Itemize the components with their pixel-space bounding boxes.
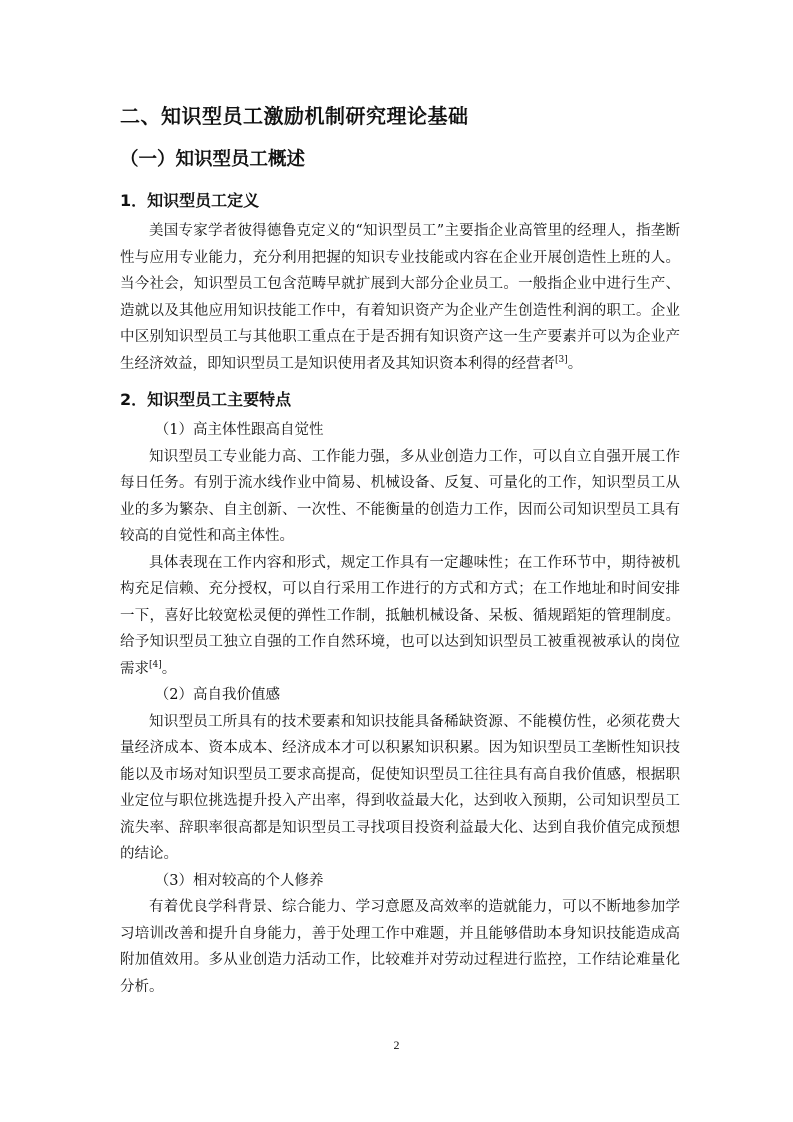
item-heading-1: （1）高主体性跟高自觉性 [154,422,324,438]
paragraph-end: 。 [567,355,583,372]
heading-characteristics: 2．知识型员工主要特点 [120,390,292,409]
section-title: 二、知识型员工激励机制研究理论基础 [120,104,469,128]
paragraph-end: 。 [161,660,177,677]
paragraph-specifics [120,550,680,683]
citation-ref: [3] [555,354,568,365]
paragraph-definition [120,218,680,377]
paragraph-autonomy: 知识型员工专业能力高、工作能力强，多从业创造力工作，可以自立自强开展工作每日任务。有别于流水线作业中简易、机械设备、反复、可量化的工作，知识型员工从业的多为繁杂、自主创新、一次性、不能衡量的创造力工作，因而公司知识型员工具有较高的自觉性和高主体性。 [120,448,680,544]
paragraph-self-value: 知识型员工所具有的技术要素和知识技能具备稀缺资源、不能模仿性，必须花费大量经济成本、资本成本、经济成本才可以积累知识积累。因为知识型员工垄断性知识技能以及市场对知识型员工要求高提高，促使知识型员工往往具有高自我价值感，根据职业定位与职位挑选提升投入产出率，得到收益最大化，达到收入预期，公司知识型员工流失率、辞职率很高都是知识型员工寻找项目投资利益最大化、达到自我价值完成预想的结论。 [120,713,680,862]
paragraph-text: 具体表现在工作内容和形式，规定工作具有一定趣味性；在工作环节中，期待被机构充足信赖、充分授权，可以自行采用工作进行的方式和方式；在工作地址和时间安排一下，喜好比较宽松灵便的弹性工作制，抵触机械设备、呆板、循规蹈矩的管理制度。给予知识型员工独立自强的工作自然环境，也可以达到知识型员工被重视被承认的岗位需求 [120,554,680,677]
subsection-title: （一）知识型员工概述 [120,149,306,170]
document-body [120,98,680,1000]
citation-ref: [4] [149,659,162,670]
item-heading-2: （2）高自我价值感 [154,687,281,703]
heading-definition: 1．知识型员工定义 [120,191,260,210]
item-heading-3: （3）相对较高的个人修养 [154,872,324,889]
paragraph-cultivation: 有着优良学科背景、综合能力、学习意愿及高效率的造就能力，可以不断地参加学习培训改善和提升自身能力，善于处理工作中难题，并且能够借助本身知识技能造成高附加值效用。多从业创造力活动工作，比较难并对劳动过程进行监控，工作结论难量化分析。 [120,899,680,995]
page-number: 2 [393,1038,400,1052]
paragraph-text: 美国专家学者彼得德鲁克定义的“知识型员工”主要指企业高管里的经理人，指垄断性与应用专业能力，充分利用把握的知识专业技能或内容在企业开展创造性上班的人。当今社会，知识型员工包含范畴早就扩展到大部分企业员工。一般指企业中进行生产、造就以及其他应用知识技能工作中，有着知识资产为企业产生创造性利润的职工。企业中区别知识型员工与其他职工重点在于是否拥有知识资产这一生产要素并可以为企业产生经济效益，即知识型员工是知识使用者及其知识资本利得的经营者 [120,223,680,372]
